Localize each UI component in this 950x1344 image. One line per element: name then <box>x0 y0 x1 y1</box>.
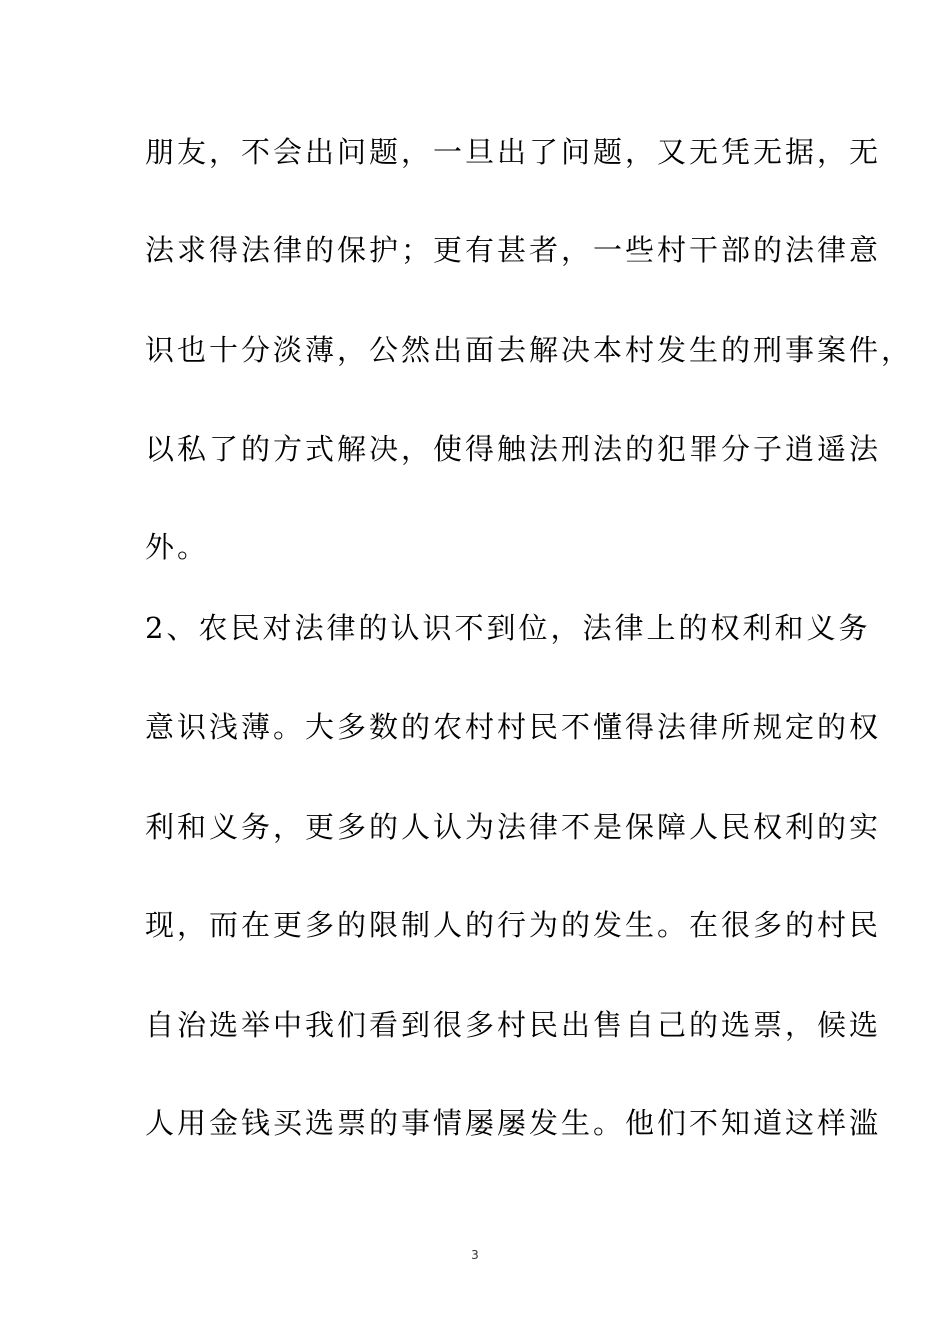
paragraph-line: 利和义务，更多的人认为法律不是保障人民权利的实 <box>145 810 882 844</box>
paragraph-line: 自治选举中我们看到很多村民出售自己的选票，候选 <box>145 1008 882 1042</box>
paragraph-line: 以私了的方式解决，使得触法刑法的犯罪分子逍遥法 <box>145 432 882 466</box>
page-number: 3 <box>471 1248 479 1262</box>
paragraph-line: 意识浅薄。大多数的农村村民不懂得法律所规定的权 <box>145 710 882 744</box>
paragraph-line: 朋友，不会出问题，一旦出了问题，又无凭无据，无 <box>145 135 882 169</box>
paragraph-line: 外。 <box>145 530 210 564</box>
paragraph-line: 2、农民对法律的认识不到位，法律上的权利和义务 <box>145 611 871 645</box>
paragraph-line: 识也十分淡薄，公然出面去解决本村发生的刑事案件， <box>145 333 914 367</box>
paragraph-line: 法求得法律的保护；更有甚者，一些村干部的法律意 <box>145 233 882 267</box>
paragraph-line: 现，而在更多的限制人的行为的发生。在很多的村民 <box>145 908 882 942</box>
paragraph-line: 人用金钱买选票的事情屡屡发生。他们不知道这样滥 <box>145 1106 882 1140</box>
